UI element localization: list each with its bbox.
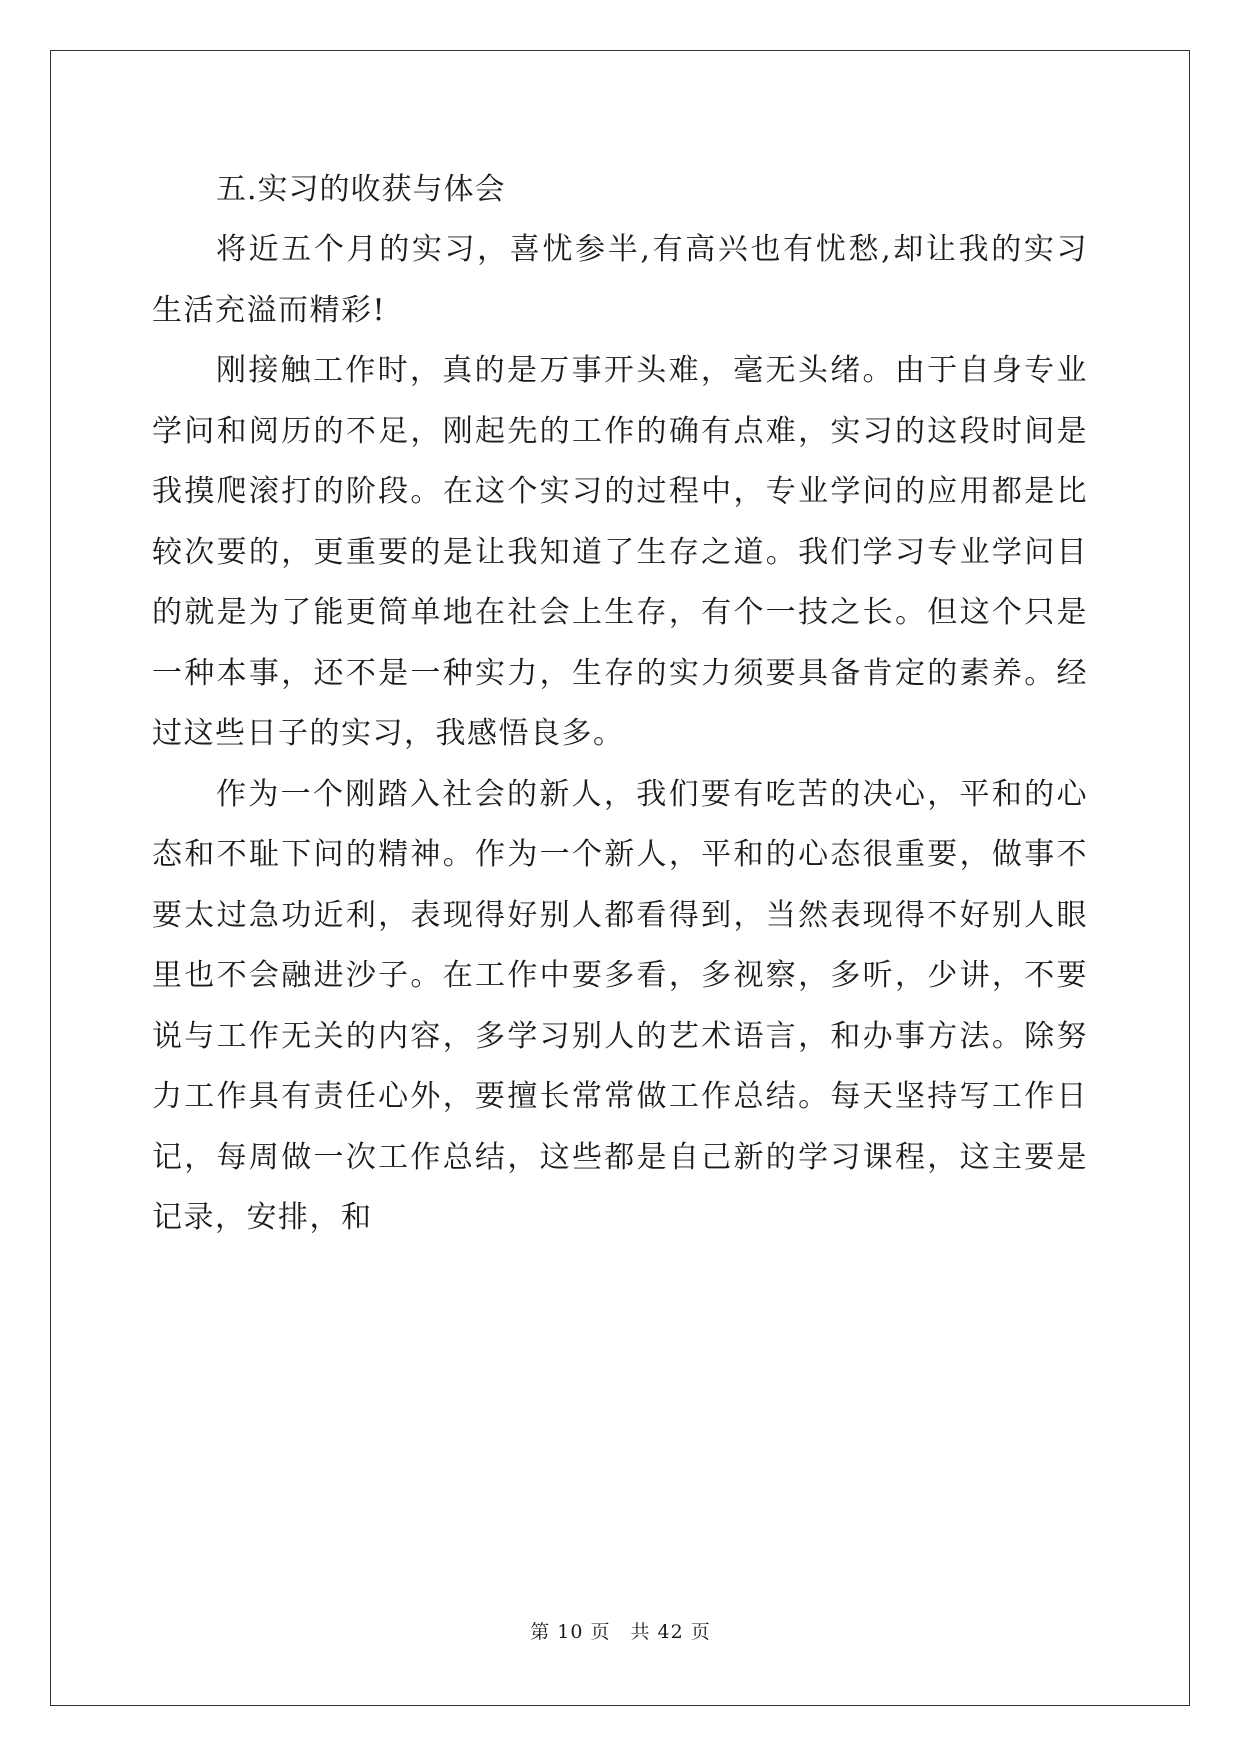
section-heading: 五.实习的收获与体会	[216, 172, 506, 207]
page-total: 共 42 页	[630, 1621, 711, 1643]
paragraph-3: 作为一个刚踏入社会的新人，我们要有吃苦的决心，平和的心态和不耻下问的精神。作为一个新人，平和的心态很重要，做事不要太过急功近利，表现得好别人都看得到，当然表现得不好别人眼里也不会融进沙子。在工作中要多看，多视察，多听，少讲，不要说与工作无关的内容，多学习别人的艺术语言，和办事方法。除努力工作具有责任心外，要擅长常常做工作总结。每天坚持写工作日记，每周做一次工作总结，这些都是自己新的学习课程，这主要是记录，安排，和	[152, 776, 1088, 1235]
document-body	[152, 160, 1088, 1249]
page-number: 第 10 页	[530, 1621, 611, 1643]
paragraph-2: 刚接触工作时，真的是万事开头难，毫无头绪。由于自身专业学问和阅历的不足，刚起先的工作的确有点难，实习的这段时间是我摸爬滚打的阶段。在这个实习的过程中，专业学问的应用都是比较次要的，更重要的是让我知道了生存之道。我们学习专业学问目的就是为了能更简单地在社会上生存，有个一技之长。但这个只是一种本事，还不是一种实力，生存的实力须要具备肯定的素养。经过这些日子的实习，我感悟良多。	[152, 353, 1088, 751]
page-footer	[0, 1620, 1241, 1644]
paragraph-1: 将近五个月的实习，喜忧参半,有高兴也有忧愁,却让我的实习生活充溢而精彩!	[152, 232, 1088, 328]
